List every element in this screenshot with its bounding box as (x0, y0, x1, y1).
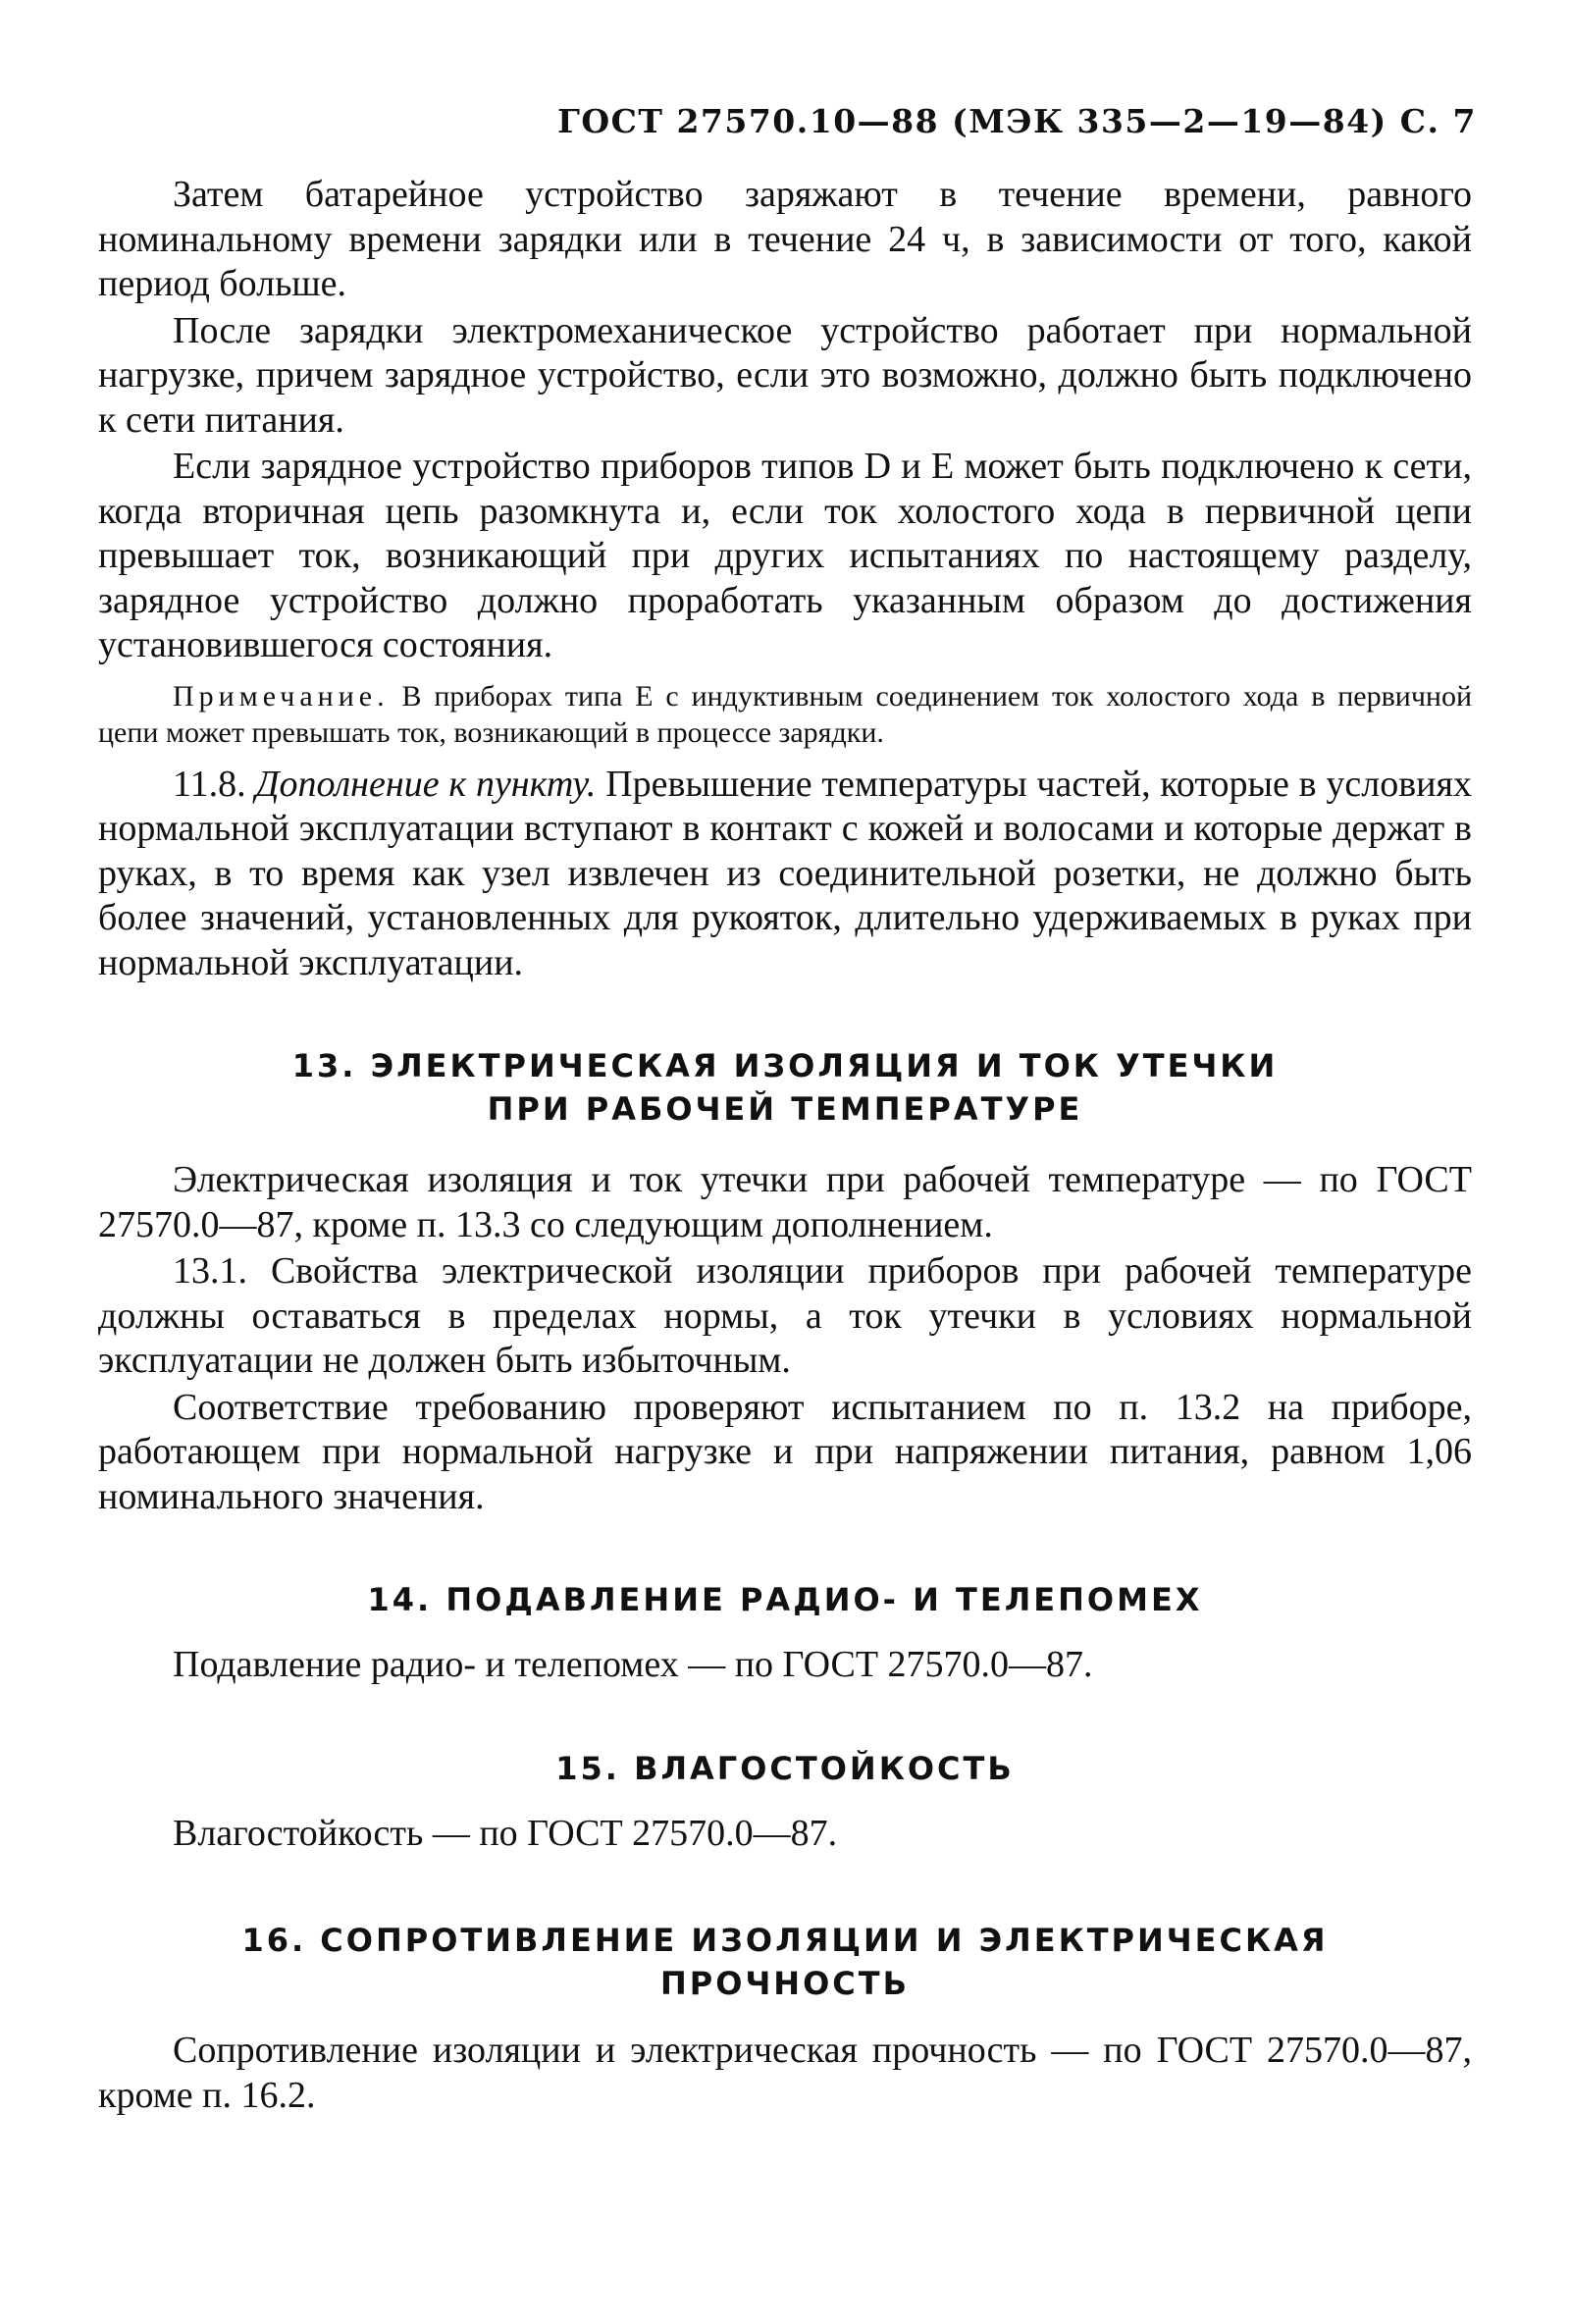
note-text: В приборах типа Е с индуктивным соединением ток холостого хода в первичной цепи может превышать ток, возникающий в процессе зарядки. (98, 679, 1473, 749)
clause-11-8 (98, 763, 1472, 986)
section-13-heading (98, 1044, 1472, 1131)
note (98, 678, 1472, 751)
section-16-text: Сопротивление изоляции и электрическая прочность — по ГОСТ 27570.0—87, кроме п. 16.2. (98, 2030, 1472, 2116)
paragraph-charging-time: Затем батарейное устройство заряжают в течение времени, равного номинальному времени зарядки или в течение 24 ч, в зависимости от того, какой период больше. (98, 174, 1472, 304)
section-14-text: Подавление радио- и телепомех — по ГОСТ 27570.0—87. (173, 1644, 1093, 1685)
section-16-heading-line1: 16. СОПРОТИВЛЕНИЕ ИЗОЛЯЦИИ И ЭЛЕКТРИЧЕСКАЯ (241, 1922, 1329, 1959)
section-13-heading-line1: 13. ЭЛЕКТРИЧЕСКАЯ ИЗОЛЯЦИЯ И ТОК УТЕЧКИ (291, 1047, 1279, 1084)
section-15-heading: 15. ВЛАГОСТОЙКОСТЬ (555, 1749, 1015, 1787)
clause-11-8-text: Превышение температуры частей, которые в условиях нормальной эксплуатации вступают в контакт с кожей и волосами и которые держат в руках, в то время как узел извлечен из соединительной розетки, не должно быть более значений, установленных для рукояток, длительно удерживаемых в руках при нормальной эксплуатации. (98, 763, 1472, 983)
section-15-text: Влагостойкость — по ГОСТ 27570.0—87. (173, 1812, 838, 1854)
clause-13-1: 13.1. Свойства электрической изоляции приборов при рабочей температуре должны оставаться в пределах нормы, а ток утечки в условиях нормальной эксплуатации не должен быть избыточным. (98, 1250, 1472, 1381)
page-content (98, 173, 1472, 2118)
clause-11-8-title: Дополнение к пункту. (255, 763, 597, 805)
section-13-heading-line2: ПРИ РАБОЧЕЙ ТЕМПЕРАТУРЕ (487, 1090, 1083, 1128)
section-14-heading: 14. ПОДАВЛЕНИЕ РАДИО- И ТЕЛЕПОМЕХ (367, 1581, 1203, 1618)
section-13-intro: Электрическая изоляция и ток утечки при рабочей температуре — по ГОСТ 27570.0—87, кроме п. 13.3 со следующим дополнением. (98, 1159, 1472, 1245)
section-16-heading (98, 1919, 1472, 2005)
section-13-compliance: Соответствие требованию проверяют испытанием по п. 13.2 на приборе, работающем при нормальной нагрузке и при напряжении питания, равном 1,06 номинального значения. (98, 1386, 1472, 1517)
paragraph-charger-types: Если зарядное устройство приборов типов D и E может быть подключено к сети, когда вторичная цепь разомкнута и, если ток холостого хода в первичной цепи превышает ток, возникающий при других испытаниях по настоящему разделу, зарядное устройство должно проработать указанным образом до достижения установившегося состояния. (98, 446, 1472, 665)
paragraph-after-charging: После зарядки электромеханическое устройство работает при нормальной нагрузке, причем зарядное устройство, если это возможно, должно быть подключено к сети питания. (98, 309, 1472, 441)
note-label: Примечание. (173, 679, 390, 713)
section-16-heading-line2: ПРОЧНОСТЬ (660, 1965, 910, 2002)
page-header: ГОСТ 27570.10—88 (МЭК 335—2—19—84) С. 7 (557, 102, 1477, 140)
clause-11-8-number: 11.8. (173, 763, 246, 805)
